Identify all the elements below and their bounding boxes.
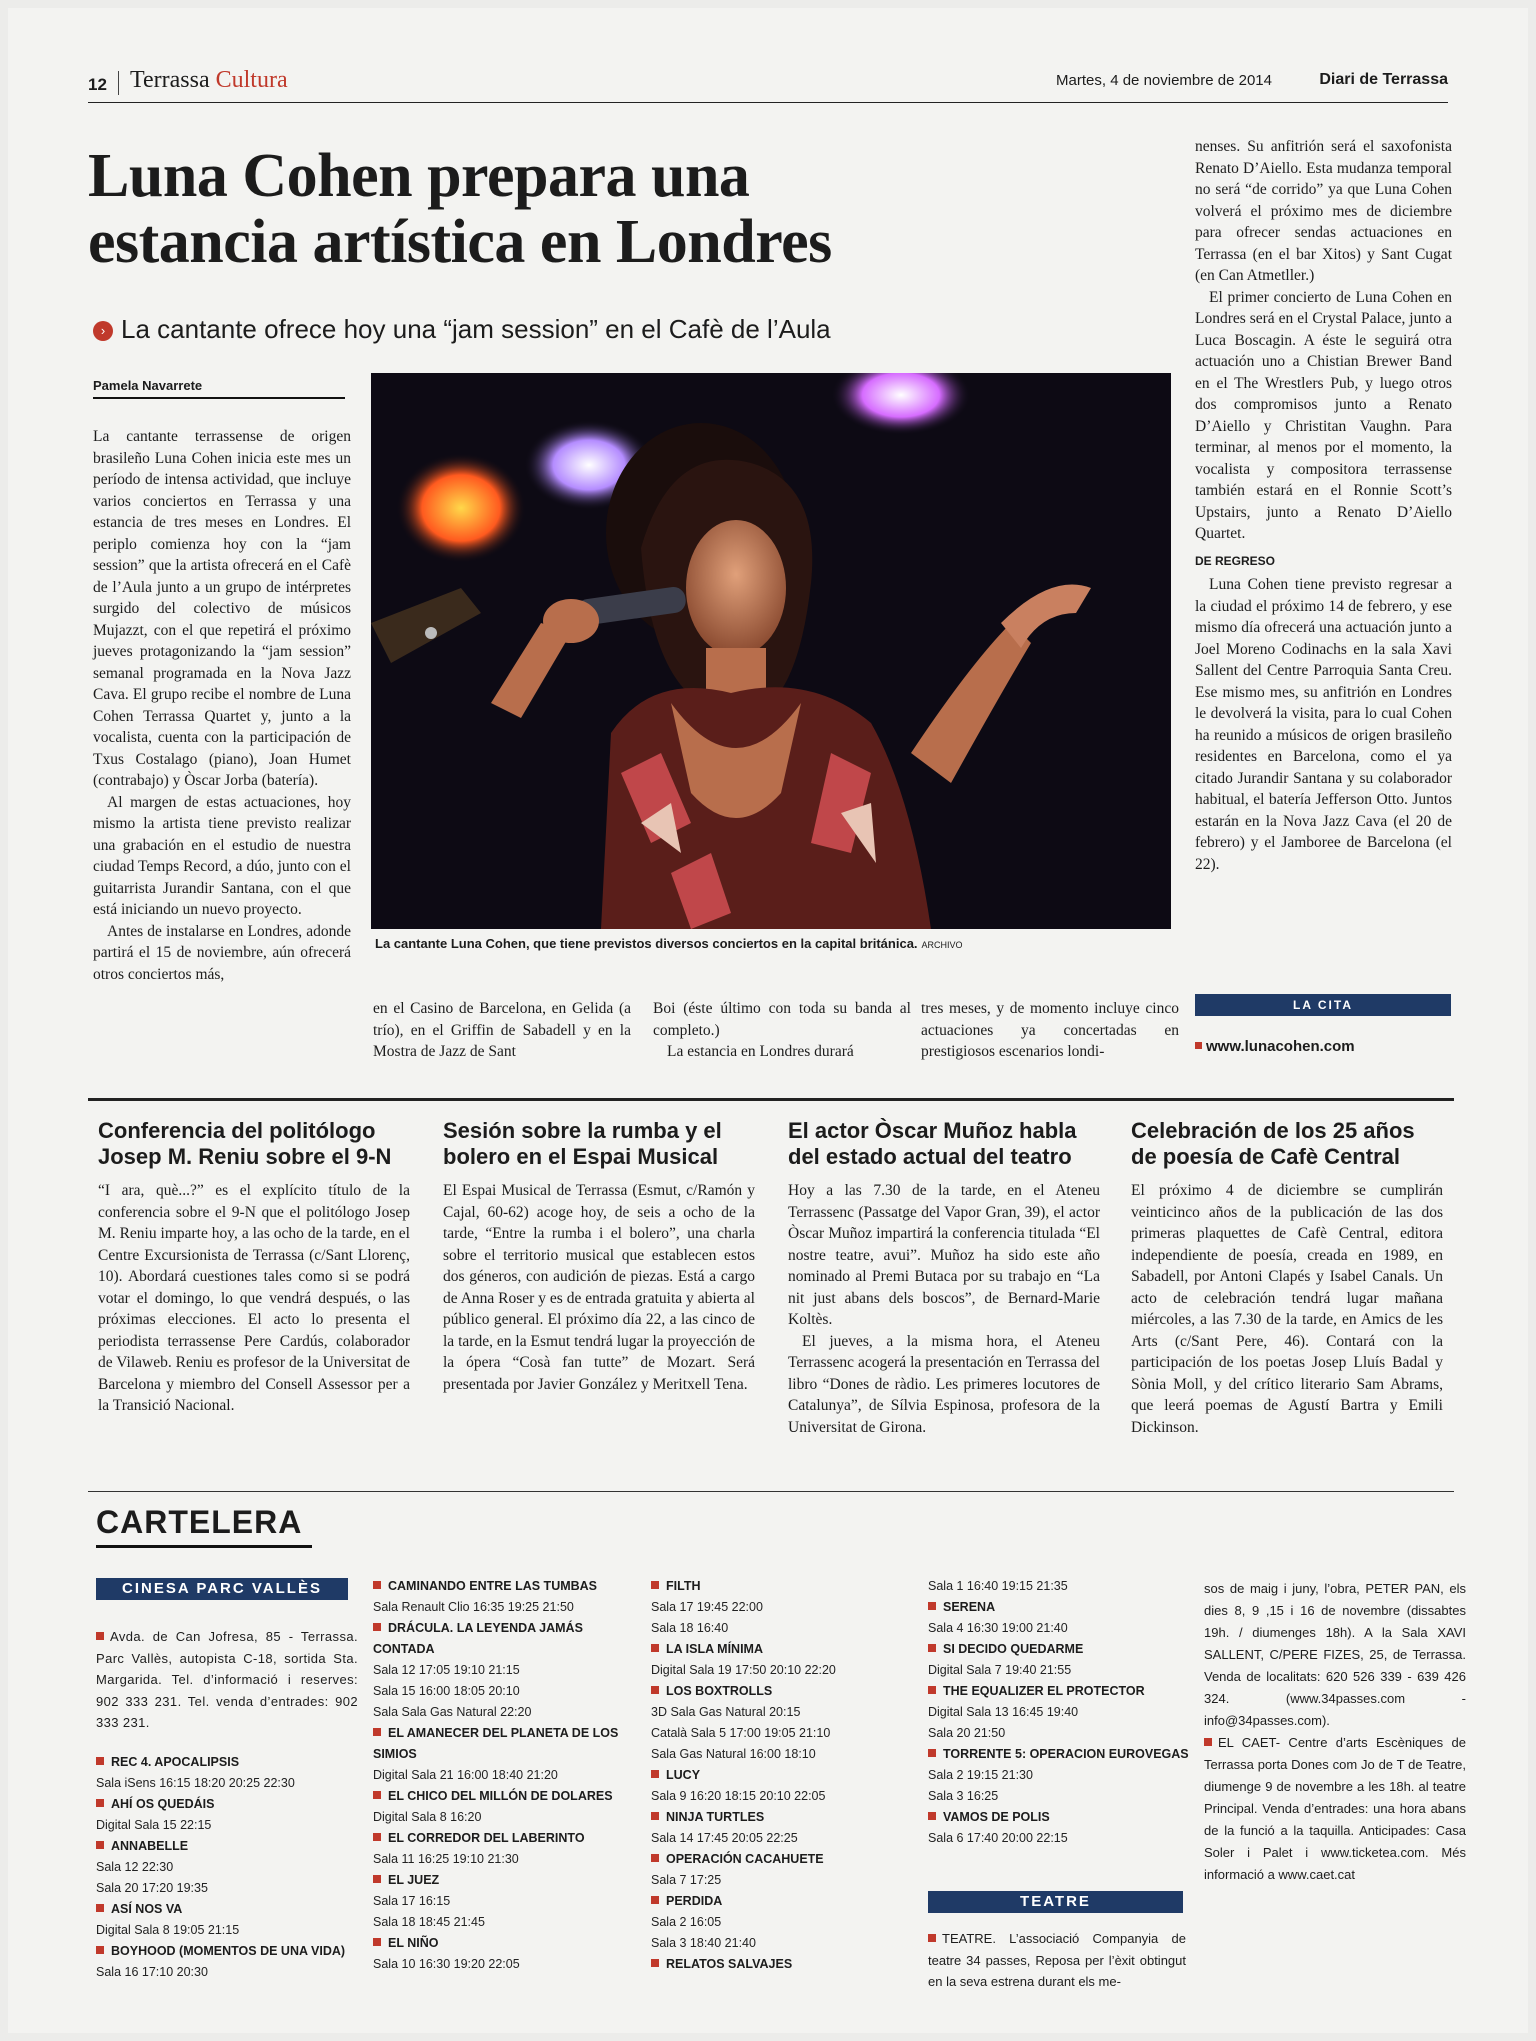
film-session: Sala 7 17:25 xyxy=(651,1873,722,1887)
article-column-2 xyxy=(373,998,631,1063)
section-label xyxy=(130,67,288,94)
paragraph: Hoy a las 7.30 de la tarde, en el Ateneu Terrassenc (Passatge del Vapor Gran, 39), el actor Òscar Muñoz impartirá la conferencia titulada “El nostre teatre, avui”. Muñoz ha sido este año nominado al Premi Butaca por su trabajo en “La nit just abans dels boscos”, de Bernard-Marie Koltès. xyxy=(788,1182,1100,1328)
header-divider xyxy=(118,71,119,95)
bullet-icon xyxy=(928,1602,936,1610)
film-title-text: EL AMANECER DEL PLANETA DE LOS SIMIOS xyxy=(373,1726,619,1761)
film-title-text: VAMOS DE POLIS xyxy=(943,1810,1050,1824)
film-title-text: ANNABELLE xyxy=(111,1839,189,1853)
film-title-text: CAMINANDO ENTRE LAS TUMBAS xyxy=(388,1579,598,1593)
photo-credit: ARCHIVO xyxy=(921,940,963,950)
film-title-text: EL CORREDOR DEL LABERINTO xyxy=(388,1831,585,1845)
film-session: Sala 18 16:40 xyxy=(651,1621,729,1635)
section-city: Terrassa xyxy=(130,67,210,93)
teatre-column xyxy=(1204,1578,1466,1886)
cinema-name-label: CINESA PARC VALLÈS xyxy=(96,1578,348,1600)
cartelera-divider xyxy=(88,1491,1454,1492)
bullet-icon xyxy=(373,1581,381,1589)
teatre-text xyxy=(928,1928,1186,1993)
film-title-text: SI DECIDO QUEDARME xyxy=(943,1642,1084,1656)
film-session: Sala 6 17:40 20:00 22:15 xyxy=(928,1831,1068,1845)
bullet-icon xyxy=(96,1757,104,1765)
film-title-text: EL CHICO DEL MILLÓN DE DOLARES xyxy=(388,1789,613,1803)
cartelera-underline xyxy=(96,1545,312,1548)
bullet-icon xyxy=(928,1934,936,1942)
paragraph: en el Casino de Barcelona, en Gelida (a trío), en el Griffin de Sabadell y en la Mostra de Jazz de Sant xyxy=(373,1000,631,1060)
film-session: Digital Sala 19 17:50 20:10 22:20 xyxy=(651,1663,836,1677)
bullet-icon xyxy=(96,1841,104,1849)
paragraph: Antes de instalarse en Londres, adonde partirá el 15 de noviembre, aún ofrecerá otros conciertos más, xyxy=(93,922,351,983)
paragraph: El Espai Musical de Terrassa (Esmut, c/Ramón y Cajal, 60-62) acoge hoy, de seis a ocho de la tarde, “Entre la rumba i el bolero”, una charla sobre el territorio musical que establecen estos dos géneros, con audición de piezas. Está a cargo de Anna Roser y es de entrada gratuita y abierta al público general. El próximo día 22, a las cinco de la tarde, en la Esmut tendrá lugar la proyección de la ópera “Cosà fan tutte” de Mozart. Será presentada por Javier González y Meritxell Tena. xyxy=(443,1182,755,1393)
paragraph-text: EL CAET- Centre d’arts Escèniques de Terrassa porta Dones com Jo de T de Teatre, diumenge 9 de novembre a les 18h. al teatre Principal. Venda d’entrades: una hora abans de la funció a la taquilla. Anticipades: Casa Soler i Palet i www.ticketea.com. Més informació a www.caet.cat xyxy=(1204,1735,1466,1882)
paragraph: El jueves, a la misma hora, el Ateneu Terrassenc acogerá la presentación en Terrassa del libro “Dones de ràdio. Les primeres locutores de Catalunya”, de Sílvia Espinosa, profesora de la Universitat de Girona. xyxy=(788,1332,1100,1436)
brief-body xyxy=(788,1180,1100,1438)
film-title xyxy=(373,1618,635,1660)
section-name: Cultura xyxy=(215,67,288,93)
film-title-text: THE EQUALIZER EL PROTECTOR xyxy=(943,1684,1145,1698)
film-title xyxy=(651,1807,913,1828)
film-session: Sala 2 16:05 xyxy=(651,1915,722,1929)
film-list-col-4 xyxy=(928,1576,1190,1849)
bullet-icon xyxy=(651,1812,659,1820)
paragraph: nenses. Su anfitrión será el saxofonista Renato D’Aiello. Esta mudanza temporal no será “de corrido” ya que Luna Cohen volverá el próximo mes de diciembre para ofrecer sendas actuaciones en Terrassa (en el bar Xitos) y Sant Cugat (en Can Atmetller.) xyxy=(1195,138,1452,284)
bullet-icon xyxy=(96,1904,104,1912)
cartelera-title: CARTELERA xyxy=(96,1504,303,1540)
brief-article-2 xyxy=(443,1118,755,1395)
film-session: Català Sala 5 17:00 19:05 21:10 xyxy=(651,1726,831,1740)
teatre-text-body: TEATRE. L’associació Companyia de teatre 34 passes, Reposa per l’èxit obtingut en la seva estrena durant els me- xyxy=(928,1931,1186,1989)
newspaper-page xyxy=(8,8,1528,2033)
film-title-text: DRÁCULA. LA LEYENDA JAMÁS CONTADA xyxy=(373,1621,583,1656)
film-title xyxy=(651,1681,913,1702)
paragraph xyxy=(1204,1732,1466,1886)
brief-article-4 xyxy=(1131,1118,1443,1438)
film-session: Sala 16 17:10 20:30 xyxy=(96,1965,208,1979)
film-title-text: TORRENTE 5: OPERACION EUROVEGAS xyxy=(943,1747,1189,1761)
film-session: Sala 12 17:05 19:10 21:15 xyxy=(373,1663,520,1677)
bullet-icon xyxy=(651,1686,659,1694)
bullet-icon xyxy=(373,1791,381,1799)
bullet-icon xyxy=(373,1833,381,1841)
la-cita-label: LA CITA xyxy=(1195,994,1451,1016)
newspaper-name: Diari de Terrassa xyxy=(1319,71,1448,88)
film-title-text: LA ISLA MÍNIMA xyxy=(666,1642,763,1656)
bullet-icon xyxy=(928,1812,936,1820)
paragraph: sos de maig i juny, l’obra, PETER PAN, els dies 8, 9 ,15 i 16 de novembre (dissabtes 19h. / diumenges 18h). A la Sala XAVI SALLENT, C/PERE FIZES, 25, de Terrassa. Venda de localitats: 620 526 339 - 639 426 324. (www.34passes.com - info@34passes.com). xyxy=(1204,1581,1466,1728)
film-list-col-2 xyxy=(373,1576,635,1975)
website-url[interactable]: www.lunacohen.com xyxy=(1206,1038,1355,1055)
film-session: Digital Sala 8 19:05 21:15 xyxy=(96,1923,240,1937)
film-session: Digital Sala 8 16:20 xyxy=(373,1810,482,1824)
film-session: Sala 17 16:15 xyxy=(373,1894,451,1908)
arrow-right-icon: › xyxy=(93,321,113,341)
film-title-text: EL JUEZ xyxy=(388,1873,440,1887)
film-session: Digital Sala 21 16:00 18:40 21:20 xyxy=(373,1768,558,1782)
headline xyxy=(88,143,1088,275)
subheadline-text: La cantante ofrece hoy una “jam session” en el Cafè de l’Aula xyxy=(121,314,831,344)
film-title xyxy=(651,1954,913,1975)
film-title xyxy=(373,1828,635,1849)
film-title xyxy=(96,1899,358,1920)
bullet-icon xyxy=(1204,1738,1212,1746)
film-session: Sala iSens 16:15 18:20 20:25 22:30 xyxy=(96,1776,295,1790)
film-title-text: LUCY xyxy=(666,1768,701,1782)
article-column-1 xyxy=(93,426,351,985)
bullet-icon xyxy=(96,1632,104,1640)
film-title xyxy=(651,1765,913,1786)
film-session: Sala 3 18:40 21:40 xyxy=(651,1936,756,1950)
film-title-text: LOS BOXTROLLS xyxy=(666,1684,773,1698)
paragraph: Boi (éste último con toda su banda al completo.) xyxy=(653,1000,911,1039)
film-title xyxy=(928,1597,1190,1618)
film-title-text: BOYHOOD (MOMENTOS DE UNA VIDA) xyxy=(111,1944,346,1958)
bullet-icon xyxy=(651,1770,659,1778)
article-column-3 xyxy=(653,998,911,1063)
issue-date: Martes, 4 de noviembre de 2014 xyxy=(1056,72,1272,89)
film-session: Digital Sala 13 16:45 19:40 xyxy=(928,1705,1079,1719)
brief-title: Conferencia del politólogo Josep M. Reniu sobre el 9-N xyxy=(98,1118,392,1169)
brief-body xyxy=(1131,1180,1443,1438)
bullet-icon xyxy=(928,1644,936,1652)
brief-title: El actor Òscar Muñoz habla del estado actual del teatro xyxy=(788,1118,1077,1169)
film-title-text: REC 4. APOCALIPSIS xyxy=(111,1755,240,1769)
caption-text: La cantante Luna Cohen, que tiene previstos diversos conciertos en la capital británica. xyxy=(375,936,918,951)
bullet-icon xyxy=(96,1799,104,1807)
film-title xyxy=(96,1752,358,1773)
film-title-text: EL NIÑO xyxy=(388,1936,439,1950)
film-session: Sala 20 21:50 xyxy=(928,1726,1006,1740)
film-session: Digital Sala 15 22:15 xyxy=(96,1818,212,1832)
brief-title: Sesión sobre la rumba y el bolero en el Espai Musical xyxy=(443,1118,722,1169)
film-title xyxy=(651,1639,913,1660)
bullet-icon xyxy=(928,1749,936,1757)
film-title xyxy=(928,1681,1190,1702)
paragraph: “I ara, què...?” es el explícito título de la conferencia sobre el 9-N que el politólogo Josep M. Reniu imparte hoy, a las ocho de la tarde, en el Centre Excursionista de Terrassa (c/Sant Llorenç, 10). Abordará cuestiones tales como si se podrá votar el domingo, lo que vendrá después, o las próximas elecciones. El acto lo presenta el periodista terrassense Pere Cardús, colaborador de Vilaweb. Reniu es profesor de la Universitat de Barcelona y miembro del Consell Assessor per a la Transició Nacional. xyxy=(98,1182,410,1414)
cinema-info-text: Avda. de Can Jofresa, 85 - Terrassa. Parc Vallès, autopista C-18, sortida Sta. Margarida. Tel. d’informació i reserves: 902 333 231. Tel. venda d’entrades: 902 333 231. xyxy=(96,1629,358,1730)
bullet-icon xyxy=(651,1581,659,1589)
film-title xyxy=(928,1744,1190,1765)
film-title xyxy=(96,1941,358,1962)
film-title xyxy=(373,1933,635,1954)
film-title xyxy=(651,1891,913,1912)
film-title-text: NINJA TURTLES xyxy=(666,1810,765,1824)
bullet-icon xyxy=(651,1959,659,1967)
website-link[interactable] xyxy=(1195,1038,1355,1055)
subsection-heading: DE REGRESO xyxy=(1195,553,1276,568)
bullet-icon xyxy=(651,1854,659,1862)
article-column-4 xyxy=(921,998,1179,1063)
cinema-info xyxy=(96,1626,358,1734)
film-session: Sala 1 16:40 19:15 21:35 xyxy=(928,1579,1068,1593)
film-session: Sala 20 17:20 19:35 xyxy=(96,1881,208,1895)
paragraph: Luna Cohen tiene previsto regresar a la ciudad el próximo 14 de febrero, y ese mismo día ofrecerá una actuación junto a Joel Moreno Codinachs en la sala Xavi Sallent del Centre Parroquia Santa Creu. Ese mismo mes, su anfitrión en Londres le devolverá la visita, para lo cual Cohen ha reunido a músicos de origen brasileño residentes en Barcelona, como el ya citado Jurandir Santana y su colaborador habitual, el batería Jefferson Otto. Juntos estarán en la Nova Jazz Cava (el 20 de febrero) y el Jamboree de Barcelona (el 22). xyxy=(1195,576,1452,873)
film-session: Sala 10 16:30 19:20 22:05 xyxy=(373,1957,520,1971)
paragraph: El próximo 4 de diciembre se cumplirán veinticinco años de la publicación de las dos primeras plaquettes de Cafè Central, editora independiente de poesía, creada en 1989, en Sabadell, por Antoni Clapés y Isabel Canals. Un acto de celebración tendrá lugar mañana miércoles, a las 7.30 de la tarde, en Amics de les Arts (c/Sant Pere, 46). Contará con la participación de los poetas Josep Lluís Badal y Sònia Moll, y del crítico literario Sam Abrams, que leerá poemas de Agustí Bartra y Emili Dickinson. xyxy=(1131,1182,1443,1436)
film-session: Sala Sala Gas Natural 22:20 xyxy=(373,1705,532,1719)
film-title-text: RELATOS SALVAJES xyxy=(666,1957,793,1971)
film-title xyxy=(373,1786,635,1807)
film-title xyxy=(96,1836,358,1857)
film-session: 3D Sala Gas Natural 20:15 xyxy=(651,1705,801,1719)
film-session: Sala 14 17:45 20:05 22:25 xyxy=(651,1831,798,1845)
film-title xyxy=(373,1723,635,1765)
bullet-icon xyxy=(373,1875,381,1883)
paragraph: tres meses, y de momento incluye cinco actuaciones ya concertadas en prestigiosos escenarios londi- xyxy=(921,1000,1179,1060)
subheadline xyxy=(93,314,831,345)
headline-line-1: Luna Cohen prepara una xyxy=(88,142,750,210)
film-list-col-3 xyxy=(651,1576,913,1975)
bullet-icon xyxy=(373,1728,381,1736)
headline-line-2: estancia artística en Londres xyxy=(88,208,832,276)
byline: Pamela Navarrete xyxy=(93,378,345,399)
film-title xyxy=(651,1576,913,1597)
paragraph: La cantante terrassense de origen brasileño Luna Cohen inicia este mes un período de intensa actividad, que incluye varios conciertos en Terrassa y una estancia de tres meses en Londres. El periplo comienza hoy con la “jam session” que la artista ofrecerá en el Cafè de l’Aula junto a un grupo de intérpretes surgido del colectivo de músicos Mujazzt, con el que repetirá el próximo jueves protagonizando la “jam session” semanal programada en la Nova Jazz Cava. El grupo recibe el nombre de Luna Cohen Terrassa Quartet y, junto a la vocalista, cuenta con la participación de Txus Costalago (piano), Joan Humet (contrabajo) y Òscar Jorba (batería). xyxy=(93,428,351,789)
film-session: Sala 4 16:30 19:00 21:40 xyxy=(928,1621,1068,1635)
film-session: Sala 2 19:15 21:30 xyxy=(928,1768,1033,1782)
film-title-text: ASÍ NOS VA xyxy=(111,1902,183,1916)
bullet-icon xyxy=(96,1946,104,1954)
photo-caption xyxy=(375,936,1175,951)
film-title xyxy=(651,1849,913,1870)
brief-body xyxy=(443,1180,755,1395)
film-session: Sala Gas Natural 16:00 18:10 xyxy=(651,1747,816,1761)
film-session: Sala 15 16:00 18:05 20:10 xyxy=(373,1684,520,1698)
bullet-icon xyxy=(651,1896,659,1904)
film-session: Digital Sala 7 19:40 21:55 xyxy=(928,1663,1072,1677)
film-title-text: SERENA xyxy=(943,1600,996,1614)
paragraph: Al margen de estas actuaciones, hoy mismo la artista tiene previsto realizar una grabación en el estudio de nuestra ciudad Temps Record, a dúo, junto con el guitarrista Jurandir Santana, con el que está iniciando un nuevo proyecto. xyxy=(93,793,351,918)
teatre-label: TEATRE xyxy=(928,1891,1183,1913)
film-title xyxy=(373,1870,635,1891)
bullet-icon xyxy=(651,1644,659,1652)
film-session: Sala 11 16:25 19:10 21:30 xyxy=(373,1852,519,1866)
page-header xyxy=(88,63,1448,103)
film-session: Sala 3 16:25 xyxy=(928,1789,999,1803)
film-session: Sala 12 22:30 xyxy=(96,1860,174,1874)
film-title xyxy=(928,1807,1190,1828)
film-title xyxy=(928,1639,1190,1660)
singer-photo-illustration xyxy=(371,373,1171,929)
bullet-icon xyxy=(928,1686,936,1694)
film-title-text: AHÍ OS QUEDÁIS xyxy=(111,1797,215,1811)
section-divider xyxy=(88,1098,1454,1101)
film-title-text: OPERACIÓN CACAHUETE xyxy=(666,1852,824,1866)
bullet-icon xyxy=(373,1938,381,1946)
film-session: Sala Renault Clio 16:35 19:25 21:50 xyxy=(373,1600,574,1614)
brief-article-1 xyxy=(98,1118,410,1417)
film-session: Sala 9 16:20 18:15 20:10 22:05 xyxy=(651,1789,826,1803)
brief-article-3 xyxy=(788,1118,1100,1438)
film-session: Sala 17 19:45 22:00 xyxy=(651,1600,763,1614)
article-column-5 xyxy=(1195,136,1452,875)
brief-body xyxy=(98,1180,410,1417)
film-title-text: PERDIDA xyxy=(666,1894,723,1908)
bullet-icon xyxy=(373,1623,381,1631)
brief-title: Celebración de los 25 años de poesía de Cafè Central xyxy=(1131,1118,1415,1169)
film-list-col-1 xyxy=(96,1752,358,1983)
page-number: 12 xyxy=(88,75,107,94)
film-title-text: FILTH xyxy=(666,1579,701,1593)
paragraph: La estancia en Londres durará xyxy=(667,1043,854,1060)
film-title xyxy=(373,1576,635,1597)
paragraph: El primer concierto de Luna Cohen en Londres será en el Crystal Palace, junto a Luca Boscagin. A éste le seguirá otra actuación uno a Chistian Brewer Band en el The Wrestlers Pub, y luego otros dos compromisos junto a Renato D’Aiello y Christitan Vaughn. Para terminar, al menos por el momento, la vocalista y compositora terrassense también estará en el Ronnie Scott’s Upstairs, junto a Renato D’Aiello Quartet. xyxy=(1195,288,1452,542)
bullet-icon xyxy=(1195,1042,1202,1049)
film-title xyxy=(96,1794,358,1815)
film-session: Sala 18 18:45 21:45 xyxy=(373,1915,485,1929)
article-photo xyxy=(371,373,1171,929)
